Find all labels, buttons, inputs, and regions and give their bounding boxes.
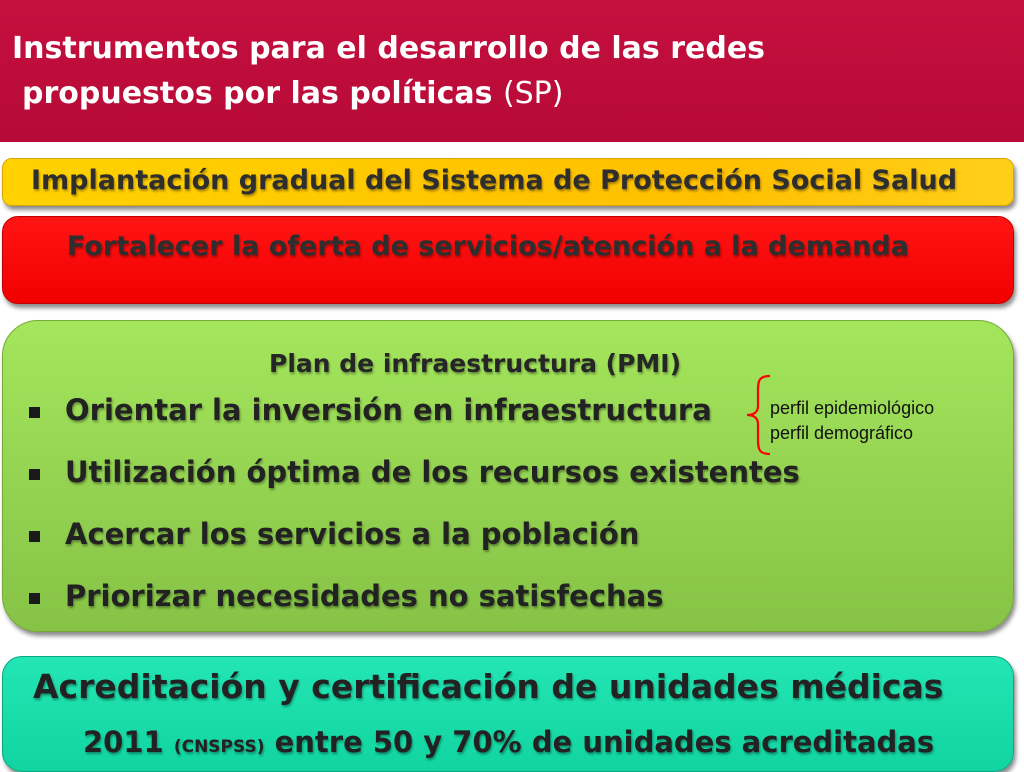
red-box-text: Fortalecer la oferta de servicios/atención a la demanda: [67, 231, 909, 262]
brace-note: perfil epidemiológico: [770, 398, 935, 418]
cnspss-label: (CNSPSS): [173, 737, 265, 757]
slide-title: [12, 26, 912, 116]
square-bullet-icon: [29, 593, 40, 604]
yellow-box: [2, 158, 1014, 206]
list-item-label: Priorizar necesidades no satisfechas: [65, 579, 664, 613]
accreditation-range: entre 50 y 70% de unidades acreditadas: [274, 725, 935, 759]
square-bullet-icon: [29, 531, 40, 542]
brace-note: perfil demográfico: [770, 423, 914, 443]
red-box: [2, 216, 1014, 304]
list-item-label: Acercar los servicios a la población: [65, 517, 640, 551]
green-box: [2, 320, 1014, 632]
title-banner: [0, 0, 1024, 142]
teal-box-subline: [83, 725, 934, 759]
title-line-2: [12, 71, 912, 116]
year-label: 2011: [83, 725, 164, 759]
title-line-2-text: propuestos por las políticas: [22, 76, 493, 111]
teal-box-heading: Acreditación y certificación de unidades médicas: [33, 667, 944, 706]
list-item-label: Utilización óptima de los recursos existentes: [65, 455, 800, 489]
teal-box: [2, 656, 1014, 772]
square-bullet-icon: [29, 407, 40, 418]
green-box-title: Plan de infraestructura (PMI): [269, 349, 681, 378]
brace-notes: [770, 396, 934, 446]
square-bullet-icon: [29, 469, 40, 480]
list-item-label: Orientar la inversión en infraestructura: [65, 393, 712, 427]
title-line-1: Instrumentos para el desarrollo de las redes: [12, 31, 766, 66]
yellow-box-text: Implantación gradual del Sistema de Protección Social Salud: [31, 165, 958, 196]
title-suffix: (SP): [502, 76, 564, 111]
